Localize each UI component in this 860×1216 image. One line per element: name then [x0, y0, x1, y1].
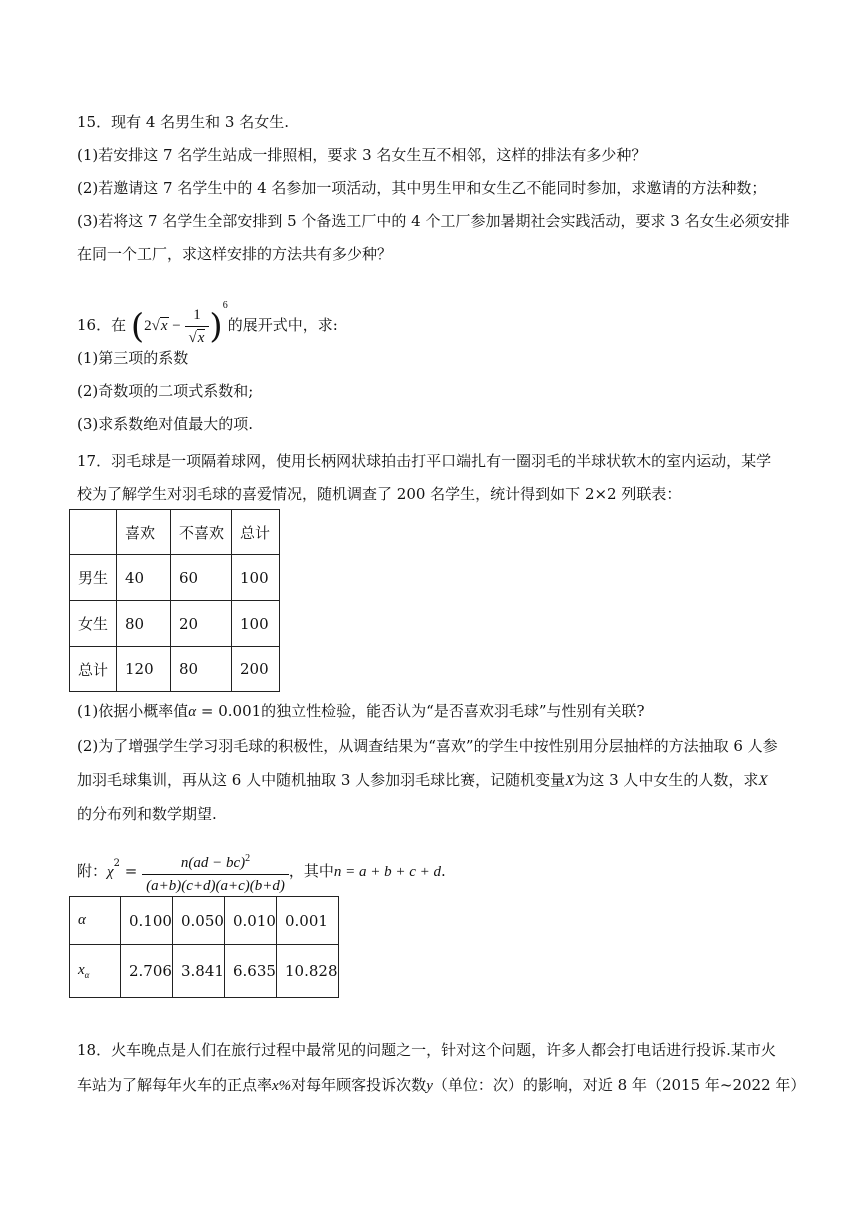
x-alpha-label: x	[78, 962, 85, 978]
period: .	[441, 862, 446, 880]
q16-part2: (2)奇数项的二项式系数和;	[77, 382, 254, 400]
q15-part3-line2: 在同一个工厂，求这样安排的方法共有多少种？	[77, 245, 393, 263]
table-cell: 2.706	[121, 945, 173, 998]
variable-x: X	[758, 773, 768, 789]
chi-fraction: $\frac{n(ad - bc)^2}{(a+b)(c+d)(a+c)(b+d)}$	[142, 848, 289, 897]
table-header-cell: 不喜欢	[171, 510, 232, 555]
table-cell: 120	[117, 647, 171, 692]
table-cell: 80	[117, 601, 171, 647]
variable-y: y	[426, 1078, 433, 1094]
chi-denominator: (a+b)(c+d)(a+c)(b+d)	[146, 877, 285, 894]
table-row	[70, 555, 280, 601]
table-header-cell: 总计	[232, 510, 280, 555]
q18-text-b: 对每年顾客投诉次数	[291, 1076, 427, 1094]
q18-text-c: （单位：次）的影响，对近 8 年（2015 年~2022 年）	[432, 1076, 806, 1094]
table-header-row	[70, 510, 280, 555]
q17-line1: 17．羽毛球是一项隔着球网，使用长柄网状球拍击打平口端扎有一圈羽毛的半球状软木的室内运动，某学	[77, 452, 772, 470]
table-cell: 0.001	[277, 897, 339, 945]
table-cell: 20	[171, 601, 232, 647]
q16-number: 16．在	[77, 316, 127, 334]
table-cell: 0.100	[121, 897, 173, 945]
q15-part1: (1)若安排这 7 名学生站成一排照相，要求 3 名女生互不相邻，这样的排法有多少种？	[77, 146, 647, 164]
chi-symbol: χ	[107, 864, 114, 880]
q16-fraction-numerator: 1	[185, 304, 210, 327]
q17-part2-text-b: 为这 3 人中女生的人数，求	[574, 771, 759, 789]
q17-part2-line2	[77, 770, 768, 791]
table-cell	[70, 945, 121, 998]
q16-fraction: $\frac{1}{√x}$	[185, 304, 210, 349]
q15-title: 15．现有 4 名男生和 3 名女生.	[77, 113, 290, 131]
q16-part1: (1)第三项的系数	[77, 349, 189, 367]
q15-part2: (2)若邀请这 7 名学生中的 4 名参加一项活动，其中男生甲和女生乙不能同时参加，求邀请的方法种数；	[77, 179, 767, 197]
q16-part3: (3)求系数绝对值最大的项.	[77, 415, 254, 433]
variable-x-percent: x%	[272, 1078, 292, 1094]
table-cell: 6.635	[225, 945, 277, 998]
chi-numerator: n(ad − bc)	[180, 854, 246, 871]
alpha-value: = 0.001	[196, 702, 262, 720]
q18-text-a: 车站为了解每年火车的正点率	[77, 1076, 273, 1094]
q16-tail: 的展开式中，求:	[227, 316, 338, 334]
where-text: ，其中	[288, 862, 334, 880]
q17-part1	[77, 701, 645, 722]
table-row	[70, 601, 280, 647]
q16-expression: (2√x − $\frac{1}{√x}$ )$^6$	[131, 318, 228, 334]
table-row	[70, 945, 339, 998]
q16-fraction-radicand: x	[197, 330, 205, 347]
critical-value-table	[69, 896, 339, 998]
alpha-symbol: α	[188, 704, 197, 720]
q16-exponent: 6	[222, 300, 228, 311]
table-cell: α	[70, 897, 121, 945]
q17-line2: 校为了解学生对羽毛球的喜爱情况，随机调查了 200 名学生，统计得到如下 2×2 列联表：	[77, 485, 682, 503]
variable-x: X	[565, 773, 575, 789]
chi-square-formula: 附：$\chi^2$ = $\frac{n(ad - bc)^2}{(a+b)(c+d)(a+c)(b+d)}$ ，其中n = a + b + c + d.	[77, 838, 446, 898]
q17-part2-text-a: 加羽毛球集训，再从这 6 人中随机抽取 3 人参加羽毛球比赛，记随机变量	[77, 771, 566, 789]
table-cell: 100	[232, 555, 280, 601]
table-cell: 男生	[70, 555, 117, 601]
table-cell: 100	[232, 601, 280, 647]
table-cell: 40	[117, 555, 171, 601]
table-cell: 女生	[70, 601, 117, 647]
contingency-table	[69, 509, 280, 692]
table-header-cell	[70, 510, 117, 555]
q17-part1-prefix: (1)依据小概率值	[77, 702, 189, 720]
table-row	[70, 897, 339, 945]
q16-coefficient: 2	[144, 318, 152, 334]
q17-part1-suffix: 的独立性检验，能否认为“是否喜欢羽毛球”与性别有关联?	[261, 702, 645, 720]
q16-radicand: x	[160, 318, 168, 334]
table-cell: 总计	[70, 647, 117, 692]
table-row	[70, 647, 280, 692]
q17-part2-line1: (2)为了增强学生学习羽毛球的积极性，从调查结果为“喜欢”的学生中按性别用分层抽样的方法抽取 6 人参	[77, 737, 778, 755]
table-cell: 0.010	[225, 897, 277, 945]
q17-part2-line3: 的分布列和数学期望.	[77, 805, 217, 823]
table-cell: 200	[232, 647, 280, 692]
x-alpha-subscript: α	[84, 970, 90, 980]
q18-line1: 18．火车晚点是人们在旅行过程中最常见的问题之一，针对这个问题，许多人都会打电话进行投诉.某市火	[77, 1041, 776, 1059]
q18-line2	[77, 1075, 805, 1096]
table-header-cell: 喜欢	[117, 510, 171, 555]
table-cell: 0.050	[173, 897, 225, 945]
table-cell: 3.841	[173, 945, 225, 998]
table-cell: 80	[171, 647, 232, 692]
table-cell: 60	[171, 555, 232, 601]
q16-title	[77, 283, 338, 349]
appendix-label: 附：	[77, 862, 108, 880]
n-definition: n = a + b + c + d	[333, 864, 442, 880]
q16-minus: −	[172, 318, 181, 334]
q15-part3-line1: (3)若将这 7 名学生全部安排到 5 个备选工厂中的 4 个工厂参加暑期社会实践活动，要求 3 名女生必须安排	[77, 212, 790, 230]
table-cell: 10.828	[277, 945, 339, 998]
